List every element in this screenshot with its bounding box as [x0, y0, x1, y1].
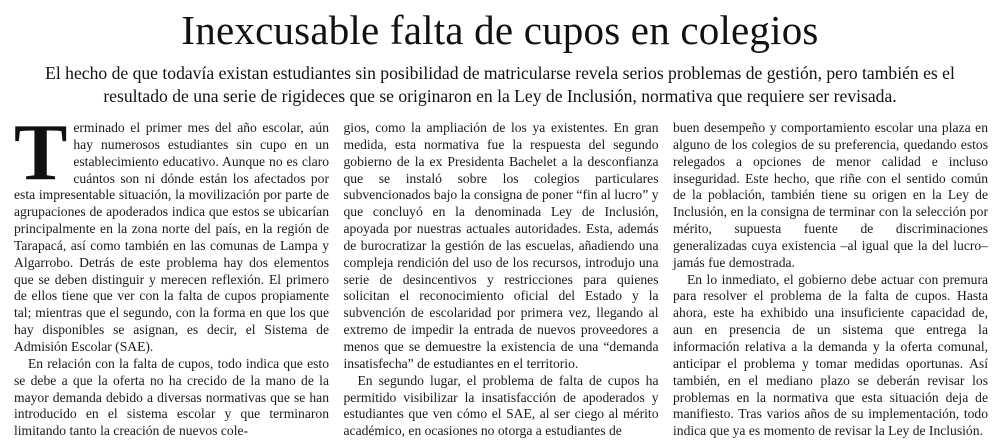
paragraph: [14, 109, 329, 356]
paragraph: buen desempeño y comportamiento escolar una plaza en alguno de los colegios de su preferencia, quedando estos relegados a opciones de menor calidad e incluso inseguridad. Este hecho, que riñe con el sentido común de la población, también tiene su origen en la Ley de Inclusión, en la consigna de terminar con la selección por mérito, supuesta fuente de discriminaciones generalizadas cuya existencia –al igual que la del lucro– jamás fue demostrada.: [673, 120, 988, 270]
paragraph: gios, como la ampliación de los ya existentes. En gran medida, esta normativa fue la respuesta del segundo gobierno de la ex Presidenta Bachelet a la desconfianza que se instaló sobre los colegios particulares subvencionados bajo la consigna de poner “fin al lucro” y que concluyó en la denominada Ley de Inclusión, apoyada por nuestras actuales autoridades. Esta, además de burocratizar la gestión de las escuelas, añadiendo una compleja rendición del uso de los recursos, introdujo una serie de desincentivos y restricciones para quienes solicitan el reconocimiento oficial del Estado y la subvención de escolaridad por primera vez, llegando al extremo de impedir la entrada de nuevos proveedores a menos que se demuestre la existencia de una “demanda insatisfecha” de estudiantes en el territorio.: [343, 120, 659, 371]
column-3: [673, 120, 988, 439]
paragraph: En segundo lugar, el problema de falta de cupos ha permitido visibilizar la insatisfacción de apoderados y estudiantes que ven cómo el SAE, al ser ciego al mérito académico, en ocasiones no otorga a estudiantes de: [343, 372, 659, 439]
deck-subtitle: El hecho de que todavía existan estudiantes sin posibilidad de matricularse revela serios problemas de gestión, pero también es el resultado de una serie de rigideces que se originaron en la Ley de Inclusión, normativa que requiere ser revisada.: [45, 63, 955, 106]
paragraph: En lo inmediato, el gobierno debe actuar con premura para resolver el problema de la falta de cupos. Hasta ahora, este ha exhibido una insuficiente capacidad de, aun en presencia de un sistema que entrega la información relativa a la demanda y la oferta comunal, anticipar el problema y tomar medidas oportunas. Así también, en el mediano plazo se deberán revisar los problemas en la normativa que esta situación deja de manifiesto. Tras varios años de su implementación, todo indica que ya es momento de revisar la Ley de Inclusión.: [673, 271, 988, 439]
column-1: [14, 109, 329, 439]
column-2: [343, 120, 659, 439]
drop-cap: T: [14, 109, 68, 197]
headline: Inexcusable falta de cupos en colegios: [181, 7, 819, 53]
article-body: [14, 109, 988, 439]
paragraph: En relación con la falta de cupos, todo indica que esto se debe a que la oferta no ha crecido de la mano de la mayor demanda debido a diversas normativas que se han introducido en el sistema escolar y que terminaron limitando tanto la creación de nuevos cole-: [14, 355, 329, 439]
paragraph-text: erminado el primer mes del año escolar, aún hay numerosos estudiantes sin cupo en un establecimiento educativo. Aunque no es claro cuántos son ni dónde están los afectados por esta impresentable situación, la movilización por parte de agrupaciones de apoderados indica que estos se ubicarían principalmente en la zona norte del país, en la región de Tarapacá, así como también en las comunas de Lampa y Algarrobo. Detrás de este problema hay dos elementos que se deben distinguir y merecen reflexión. El primero de ellos tiene que ver con la falta de cupos propiamente tal; mientras que el segundo, con la forma en que los que hay disponibles se asignan, es decir, el Sistema de Admisión Escolar (SAE).: [14, 120, 329, 354]
